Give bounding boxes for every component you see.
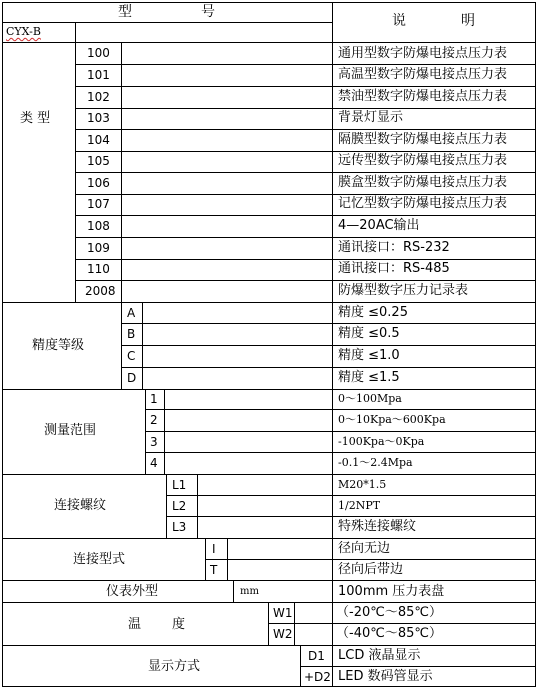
type-code-102: 102 [87,90,110,104]
range-desc-1: 0～100Mpa [338,392,402,405]
thread-code-l3: L3 [172,520,187,534]
accuracy-code-c: C [127,349,136,363]
type-desc-103: 背景灯显示 [338,110,404,125]
header-model-char-2: 号 [201,4,215,20]
connection-desc-t: 径向后带边 [338,562,404,577]
display-desc-d2: LED 数码管显示 [338,669,433,684]
type-desc-101: 高温型数字防爆电接点压力表 [338,67,508,82]
type-desc-100: 通用型数字防爆电接点压力表 [338,46,508,61]
type-code-108: 108 [87,219,110,233]
thread-desc-l3: 特殊连接螺纹 [338,519,417,534]
type-code-107: 107 [87,197,110,211]
thread-code-l2: L2 [172,499,187,513]
type-code-103: 103 [87,111,110,125]
type-desc-108: 4—20AC输出 [338,218,420,233]
connection-desc-i: 径向无边 [338,541,391,556]
type-code-106: 106 [87,176,110,190]
display-section-label: 显示方式 [148,659,201,674]
thread-code-l1: L1 [172,478,187,492]
type-section-label: 类 型 [20,111,51,126]
appearance-code: mm [240,586,259,597]
range-code-3: 3 [150,435,158,449]
range-code-2: 2 [150,413,158,427]
type-code-105: 105 [87,154,110,168]
accuracy-desc-a: 精度 ≤0.25 [338,305,408,320]
temperature-desc-w2: （-40℃～85℃） [336,626,442,641]
accuracy-section-label: 精度等级 [32,338,85,353]
connection-section-label: 连接型式 [73,552,126,567]
range-desc-3: -100Kpa～0Kpa [338,435,425,448]
type-desc-105: 远传型数字防爆电接点压力表 [338,153,508,168]
connection-code-i: I [212,542,216,556]
type-desc-110: 通讯接口：RS-485 [338,261,450,276]
type-desc-2008: 防爆型数字压力记录表 [338,283,469,298]
display-code-d2: +D2 [304,670,331,684]
range-code-4: 4 [150,456,158,470]
range-desc-2: 0～10Kpa～600Kpa [338,413,446,426]
type-code-104: 104 [87,133,110,147]
thread-desc-l2: 1/2NPT [338,499,381,512]
type-desc-102: 禁油型数字防爆电接点压力表 [338,89,508,104]
type-code-2008: 2008 [85,284,116,298]
type-desc-109: 通讯接口：RS-232 [338,240,450,255]
range-code-1: 1 [150,392,158,406]
accuracy-desc-c: 精度 ≤1.0 [338,348,400,363]
appearance-desc: 100mm 压力表盘 [338,584,445,599]
accuracy-desc-b: 精度 ≤0.5 [338,326,400,341]
type-desc-104: 隔膜型数字防爆电接点压力表 [338,132,508,147]
type-code-101: 101 [87,68,110,82]
header-description-char-2: 明 [461,13,475,29]
display-desc-d1: LCD 液晶显示 [338,648,421,663]
range-section-label: 测量范围 [44,423,97,438]
type-code-109: 109 [87,241,110,255]
accuracy-code-a: A [127,306,136,320]
type-code-100: 100 [87,46,110,60]
accuracy-desc-d: 精度 ≤1.5 [338,370,400,385]
temperature-label-char-1: 温 [128,617,142,632]
thread-section-label: 连接螺纹 [54,498,107,513]
temperature-desc-w1: （-20℃～85℃） [336,605,442,620]
header-description-char-1: 说 [392,13,406,29]
range-desc-4: -0.1～2.4Mpa [338,456,413,469]
accuracy-code-b: B [127,327,136,341]
temperature-code-w1: W1 [273,606,293,620]
temperature-label-char-2: 度 [172,617,186,632]
accuracy-code-d: D [127,371,137,385]
type-desc-106: 膜盒型数字防爆电接点压力表 [338,175,508,190]
appearance-section-label: 仪表外型 [106,584,159,599]
connection-code-t: T [210,563,218,577]
temperature-code-w2: W2 [273,627,293,641]
display-code-d1: D1 [308,649,325,663]
type-desc-107: 记忆型数字防爆电接点压力表 [338,196,508,211]
model-code: CYX-B [6,25,41,38]
thread-desc-l1: M20*1.5 [338,478,387,491]
header-model-char-1: 型 [118,4,132,20]
type-code-110: 110 [87,262,110,276]
